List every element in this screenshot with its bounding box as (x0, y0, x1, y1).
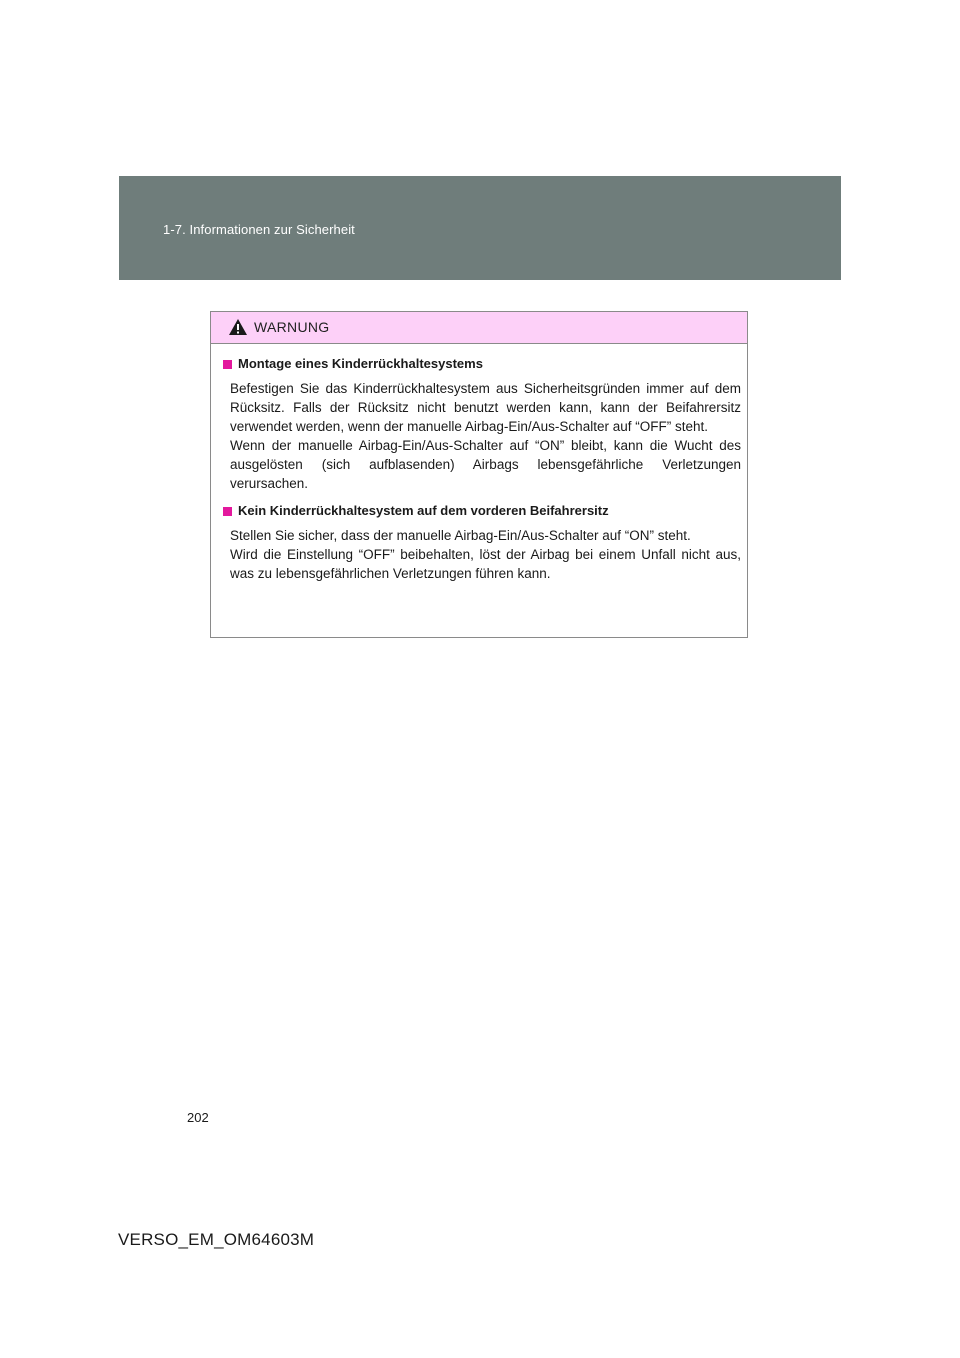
warning-triangle-icon (228, 318, 248, 336)
item-heading (223, 502, 741, 520)
warning-item (223, 502, 741, 583)
warning-header (211, 312, 747, 344)
document-code: VERSO_EM_OM64603M (118, 1230, 315, 1249)
item-heading-text: Kein Kinderrückhaltesystem auf dem vorderen Beifahrersitz (238, 503, 609, 518)
warning-item (223, 355, 741, 493)
paragraph: Wird die Einstellung “OFF” beibehalten, löst der Airbag bei einem Unfall nicht aus, was zu lebensgefährlichen Verletzungen führen kann. (230, 547, 741, 581)
square-bullet-icon (223, 360, 232, 369)
paragraph: Wenn der manuelle Airbag-Ein/Aus-Schalter auf “ON” bleibt, kann die Wucht des ausgelösten (sich aufblasenden) Airbags lebensgefährliche Verletzungen verursachen. (230, 438, 741, 491)
item-heading (223, 355, 741, 373)
paragraph: Befestigen Sie das Kinderrückhaltesystem aus Sicherheitsgründen immer auf dem Rücksitz. Falls der Rücksitz nicht benutzt werden kann, kann der Beifahrersitz verwendet werden, wenn der manuelle Airbag-Ein/Aus-Schalter auf “OFF” steht. (230, 381, 741, 434)
warning-box (210, 311, 748, 638)
paragraph: Stellen Sie sicher, dass der manuelle Airbag-Ein/Aus-Schalter auf “ON” steht. (230, 528, 691, 543)
warning-body (211, 344, 747, 583)
square-bullet-icon (223, 507, 232, 516)
item-heading-text: Montage eines Kinderrückhaltesystems (238, 356, 483, 371)
warning-title: WARNUNG (254, 319, 330, 335)
section-header-band (119, 176, 841, 280)
section-title: 1-7. Informationen zur Sicherheit (163, 222, 355, 237)
page-number: 202 (187, 1110, 209, 1125)
